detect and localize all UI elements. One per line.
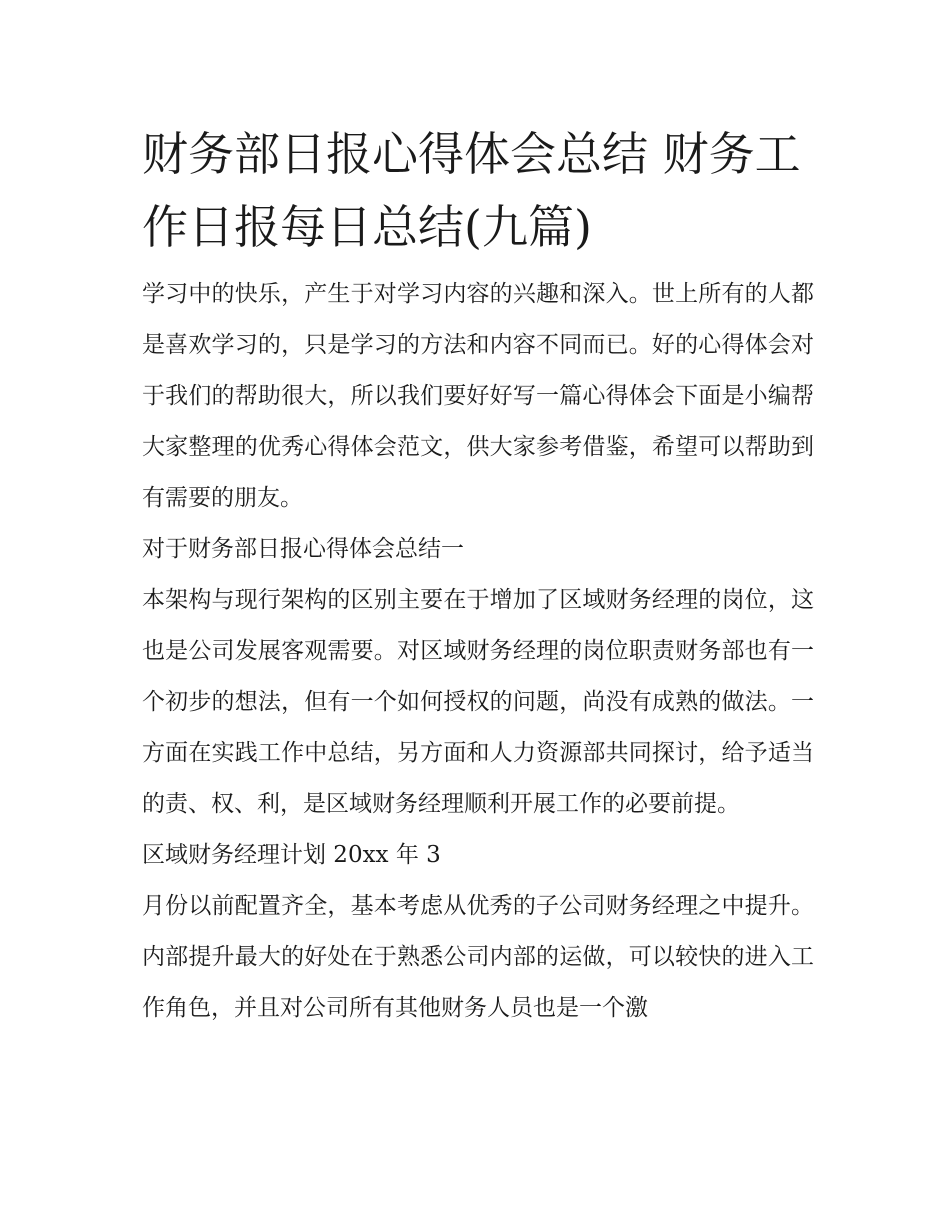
body-paragraph: 区域财务经理计划 20xx 年 3 xyxy=(142,842,441,869)
body-paragraph: 月份以前配置齐全，基本考虑从优秀的子公司财务经理之中提升。内部提升最大的好处在于熟悉公司内部的运做，可以较快的进入工作角色，并且对公司所有其他财务人员也是一个激 xyxy=(142,893,814,1022)
document-title: 财务部日报心得体会总结 财务工作日报每日总结(九篇) xyxy=(142,127,801,254)
body-paragraph: 本架构与现行架构的区别主要在于增加了区域财务经理的岗位，这也是公司发展客观需要。对区域财务经理的岗位职责财务部也有一个初步的想法，但有一个如何授权的问题，尚没有成熟的做法。一方面在实践工作中总结，另方面和人力资源部共同探讨，给予适当的责、权、利，是区域财务经理顺利开展工作的必要前提。 xyxy=(142,587,814,818)
intro-paragraph: 学习中的快乐，产生于对学习内容的兴趣和深入。世上所有的人都是喜欢学习的，只是学习的方法和内容不同而已。好的心得体会对于我们的帮助很大，所以我们要好好写一篇心得体会下面是小编帮大家整理的优秀心得体会范文，供大家参考借鉴，希望可以帮助到有需要的朋友。 xyxy=(142,281,814,512)
document-page xyxy=(142,118,814,1034)
document-body xyxy=(142,269,814,1034)
section-heading: 对于财务部日报心得体会总结一 xyxy=(142,536,464,563)
